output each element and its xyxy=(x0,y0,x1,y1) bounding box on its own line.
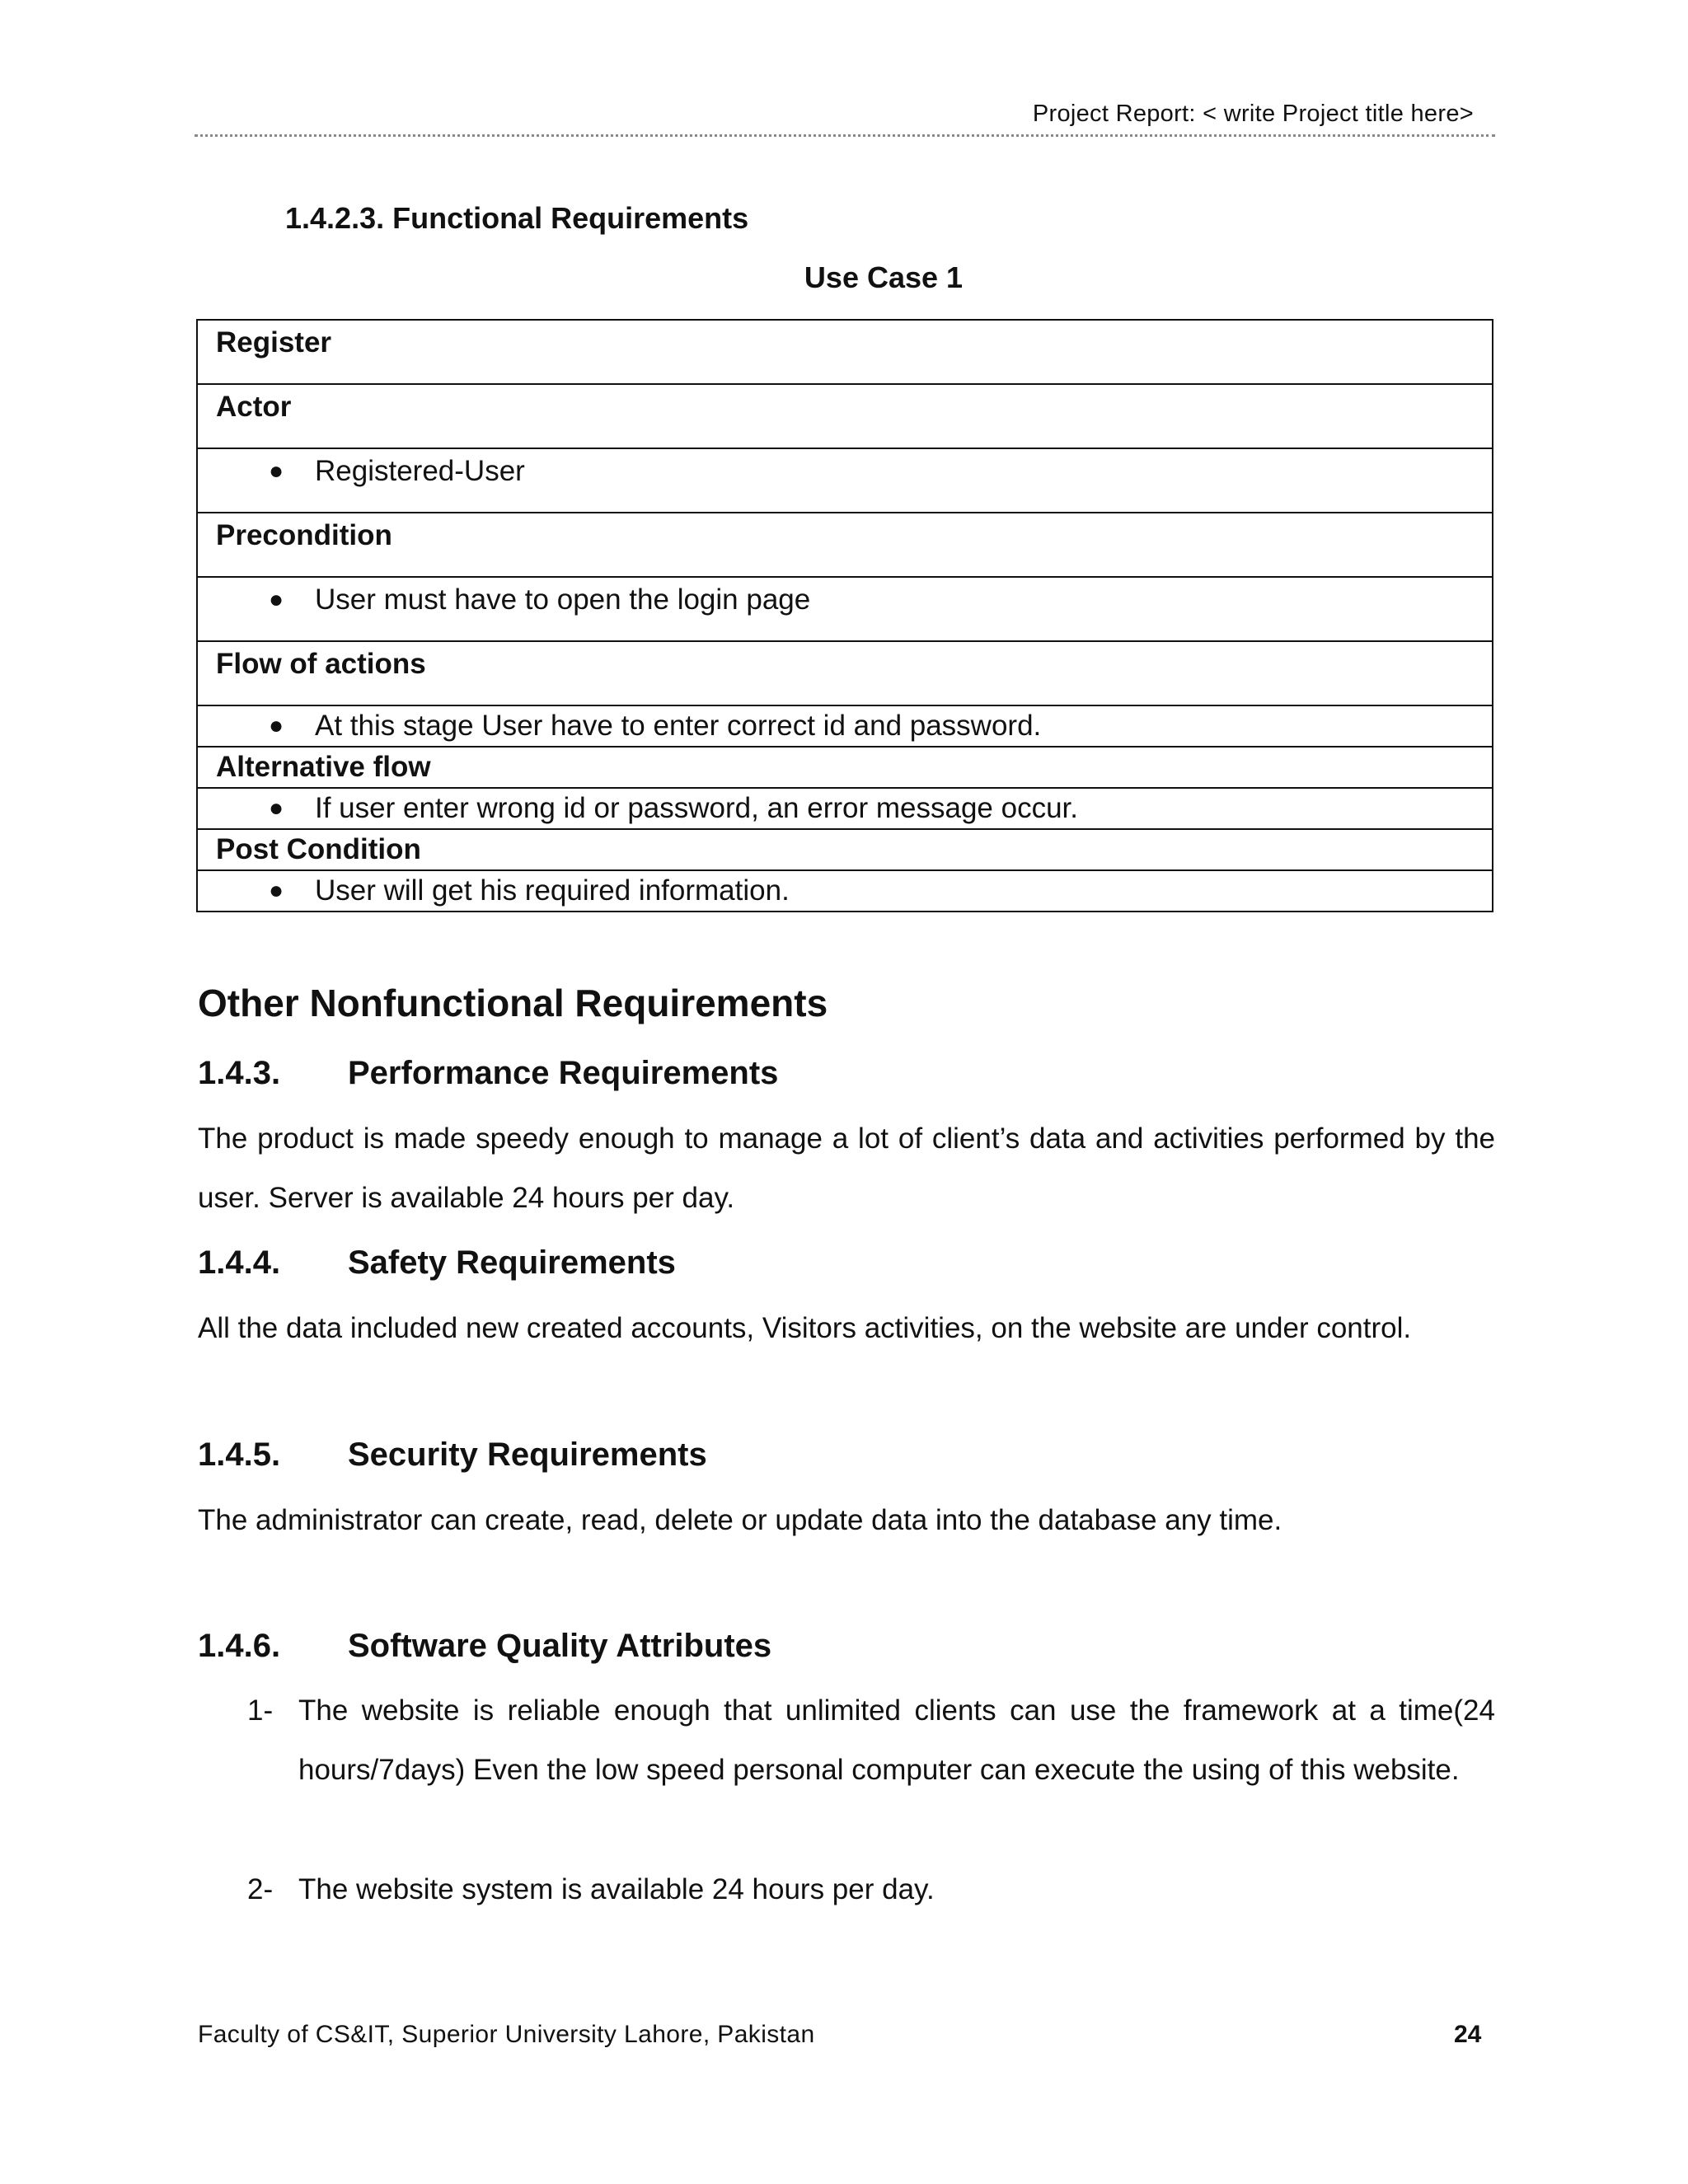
row-label-alternative: Alternative flow xyxy=(197,747,1493,788)
page-number: 24 xyxy=(1454,2021,1482,2048)
row-bullet-precondition: User must have to open the login page xyxy=(315,583,811,616)
row-bullet-actor: Registered-User xyxy=(315,455,525,487)
page-header: Project Report: < write Project title here> xyxy=(1032,101,1474,127)
bullet-icon: ● xyxy=(269,712,284,739)
security-heading xyxy=(198,1436,707,1474)
section-title: Safety Requirements xyxy=(348,1244,676,1281)
section-title: Security Requirements xyxy=(348,1436,707,1473)
table-row xyxy=(197,788,1493,829)
table-row xyxy=(197,513,1493,577)
safety-paragraph: All the data included new created accounts, Visitors activities, on the website are under control. xyxy=(198,1312,1412,1344)
row-label-precondition: Precondition xyxy=(197,513,1493,577)
section-title: Software Quality Attributes xyxy=(348,1628,772,1664)
nonfunctional-heading: Other Nonfunctional Requirements xyxy=(198,982,828,1024)
table-row xyxy=(197,705,1493,747)
row-label-actor: Actor xyxy=(197,384,1493,448)
table-row xyxy=(197,641,1493,705)
use-case-title: Use Case 1 xyxy=(804,260,964,294)
bullet-icon: ● xyxy=(269,586,284,613)
bullet-icon: ● xyxy=(269,794,284,822)
table-row xyxy=(197,577,1493,641)
table-row xyxy=(197,384,1493,448)
table-row xyxy=(197,448,1493,513)
row-bullet-postcondition: User will get his required information. xyxy=(315,874,790,907)
section-title: Performance Requirements xyxy=(348,1055,779,1091)
list-text: The website is reliable enough that unlimited clients can use the framework at a time(24 hours/7days) Even the low speed personal computer can execute the using of this website. xyxy=(298,1694,1495,1786)
performance-paragraph: The product is made speedy enough to manage a lot of client’s data and activities performed by the user. Server is available 24 hours per day. xyxy=(198,1122,1495,1214)
row-label-flow: Flow of actions xyxy=(197,641,1493,705)
bullet-icon: ● xyxy=(269,877,284,904)
section-heading-functional: 1.4.2.3. Functional Requirements xyxy=(285,201,749,235)
list-item xyxy=(247,1681,1495,1800)
table-row xyxy=(197,829,1493,870)
section-number: 1.4.3. xyxy=(198,1055,281,1091)
list-text: The website system is available 24 hours per day. xyxy=(298,1873,935,1905)
table-row xyxy=(197,870,1493,912)
row-bullet-alternative: If user enter wrong id or password, an error message occur. xyxy=(315,792,1078,824)
security-paragraph: The administrator can create, read, delete or update data into the database any time. xyxy=(198,1504,1282,1536)
performance-heading xyxy=(198,1055,778,1092)
section-number: 1.4.5. xyxy=(198,1436,281,1473)
row-bullet-flow: At this stage User have to enter correct id and password. xyxy=(315,710,1042,742)
table-row xyxy=(197,320,1493,384)
section-number: 1.4.6. xyxy=(198,1628,281,1664)
use-case-table xyxy=(196,319,1493,912)
list-item xyxy=(247,1860,1495,1919)
list-number: 2- xyxy=(247,1873,274,1905)
safety-heading xyxy=(198,1244,676,1282)
section-number: 1.4.4. xyxy=(198,1244,281,1281)
table-row xyxy=(197,747,1493,788)
bullet-icon: ● xyxy=(269,457,284,485)
footer-institution: Faculty of CS&IT, Superior University Lahore, Pakistan xyxy=(198,2021,815,2048)
quality-heading xyxy=(198,1628,771,1665)
row-label-postcondition: Post Condition xyxy=(197,829,1493,870)
header-divider xyxy=(195,134,1495,137)
list-number: 1- xyxy=(247,1694,274,1727)
row-label-register: Register xyxy=(197,320,1493,384)
